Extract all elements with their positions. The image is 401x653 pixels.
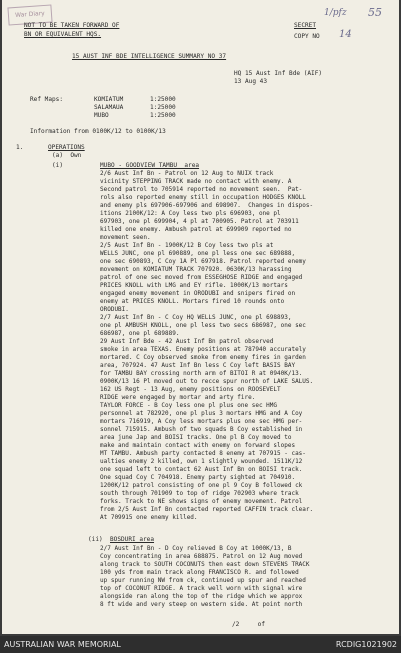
- text-line: At 709915 one enemy killed.: [100, 514, 198, 521]
- archive-footer: [0, 636, 401, 653]
- text-line: forks. Track to NE shows signs of enemy movement. Patrol: [100, 498, 303, 505]
- text-line: movement on KOMIATUM TRACK 707920. 0630K/13 harassing: [100, 266, 292, 273]
- war-diary-stamp: War Diary: [7, 4, 52, 25]
- distribution-warning-2: BN OR EQUIVALENT HQS.: [24, 31, 102, 38]
- section-number: 1.: [16, 144, 24, 151]
- text-line: WELLS JUNC, one pl 690889, one pl less one sec 689888,: [100, 250, 296, 257]
- document-title: 15 AUST INF BDE INTELLIGENCE SUMMARY NO 37: [72, 53, 227, 60]
- map-scale: 1:25000: [150, 96, 176, 103]
- text-line: MT TAMBU. Ambush party contacted 8 enemy at 707915 - cas-: [100, 450, 306, 457]
- text-line: from 2/5 Aust Inf Bn contacted reported CAFFIN track clear.: [100, 506, 314, 513]
- document-page: [2, 0, 399, 634]
- text-line: and enemy pls 697906-697906 and 698907. Changes in dispos-: [100, 202, 314, 209]
- subsection-ii: (ii): [88, 536, 103, 543]
- text-line: engaged enemy movement in ORODUBI and snipers fired on: [100, 290, 296, 297]
- text-line: itions 2100K/12: A Coy less two pls 696903, one pl: [100, 210, 281, 217]
- text-line: 697903, one pl 699904, 4 pl at 700905. Patrol at 703911: [100, 218, 299, 225]
- text-line: area june Jap and BOISI tracks. One pl B Coy moved to: [100, 434, 292, 441]
- archive-name: AUSTRALIAN WAR MEMORIAL: [4, 640, 121, 649]
- text-line: along track to SOUTH COCONUTS then east down STEVENS TRACK: [100, 561, 310, 568]
- text-line: 686987, one pl 689889.: [100, 330, 180, 337]
- text-line: alongside ran along the top of the ridge which we approx: [100, 593, 303, 600]
- subsection-a: (a) Own: [52, 152, 82, 159]
- text-line: 162 US Regt - 13 Aug, enemy positions on ROOSEVELT: [100, 386, 281, 393]
- text-line: 2/7 Aust Inf Bn - C Coy HQ WELLS JUNC, one pl 698893,: [100, 314, 292, 321]
- text-line: mortars 716919, A Coy less mortars plus one sec HMG per-: [100, 418, 303, 425]
- distribution-warning-1: NOT TO BE TAKEN FORWARD OF: [24, 22, 120, 29]
- text-line: PRICES KNOLL with LMG and EY rifle. 1000K/13 mortars: [100, 282, 288, 289]
- text-line: 2/7 Aust Inf Bn - D Coy relieved B Coy at 1000K/13, B: [100, 545, 292, 552]
- secret-label: SECRET: [294, 22, 317, 29]
- text-line: up spur running NW from ck, continued up spur and reached: [100, 577, 306, 584]
- text-line: one sec 690893, C Coy 1A Pl 697918. Patrol reported enemy: [100, 258, 306, 265]
- text-line: personnel at 782920, one pl plus 3 mortars HMG and A Coy: [100, 410, 303, 417]
- map-name: SALAMAUA: [94, 104, 124, 111]
- handwritten-page-number: 55: [368, 6, 382, 19]
- text-line: enemy at PRICES KNOLL. Mortars fired 10 rounds onto: [100, 298, 285, 305]
- copy-no-value: 14: [339, 29, 352, 40]
- text-line: 29 Aust Inf Bde - 42 Aust Inf Bn patrol observed: [100, 338, 274, 345]
- text-line: one squad left to contact 62 Aust Inf Bn on BOISI track.: [100, 466, 303, 473]
- text-line: ualties enemy 2 killed, own 1 slightly wounded. 1511K/12: [100, 458, 303, 465]
- text-line: top of COCONUT RIDGE. A track well worn with signal wire: [100, 585, 303, 592]
- text-line: 8 ft wide and very steep on western side. At point north: [100, 601, 303, 608]
- archive-reference: RCDIG1021902: [335, 640, 397, 649]
- text-line: TAYLOR FORCE - B Coy less one pl plus one sec HMG: [100, 402, 278, 409]
- text-line: for TAMBU BAY crossing north arm of BITOI R at 0940K/13.: [100, 370, 303, 377]
- text-line: area, 707924. 47 Aust Inf Bn less C Coy left BASIS BAY: [100, 362, 296, 369]
- text-line: 2/6 Aust Inf Bn - Patrol on 12 Aug to NUIX track: [100, 170, 274, 177]
- text-line: make and maintain contact with enemy on forward slopes: [100, 442, 296, 449]
- text-line: rols also reported enemy still in occupation HODGES KNOLL: [100, 194, 306, 201]
- text-line: movement seen.: [100, 234, 151, 241]
- area-heading: MUBO - GOODVIEW TAMBU area: [100, 162, 200, 169]
- text-line: mortared. C Coy observed smoke from enemy fires in garden: [100, 354, 306, 361]
- text-line: sonnel 715915. Ambush of two squads B Coy established in: [100, 426, 303, 433]
- text-line: one pl AMBUSH KNOLL, one pl less two secs 686987, one sec: [100, 322, 306, 329]
- text-line: Second patrol to 705914 reported no movement seen. Pat-: [100, 186, 303, 193]
- area-heading: BOSDURI area: [110, 536, 155, 543]
- text-line: smoke in area TEXAS. Enemy positions at 787940 accurately: [100, 346, 306, 353]
- information-period: Information from 0100K/12 to 0100K/13: [30, 128, 166, 135]
- subsection-i: (i): [52, 162, 64, 169]
- ref-maps-label: Ref Maps:: [30, 96, 64, 103]
- text-line: ORODUBI.: [100, 306, 129, 313]
- map-name: MUBO: [94, 112, 109, 119]
- text-line: RIDGE were engaged by mortar and arty fire.: [100, 394, 256, 401]
- section-heading: OPERATIONS: [48, 144, 85, 151]
- hq-line: HQ 15 Aust Inf Bde (AIF): [234, 70, 323, 77]
- text-line: Coy concentrating in area 688875. Patrol on 12 Aug moved: [100, 553, 303, 560]
- text-line: 2/5 Aust Inf Bn - 1900K/12 B Coy less two pls at: [100, 242, 274, 249]
- text-line: 1200K/12 patrol consisting of one pl 9 Coy B followed ck: [100, 482, 303, 489]
- text-line: 100 yds from main track along FRANCISCO R. and followed: [100, 569, 299, 576]
- text-line: patrol of one sec moved from ESSEGHOSE RIDGE and engaged: [100, 274, 303, 281]
- text-line: One squad Coy C 704918. Enemy party sighted at 704910.: [100, 474, 296, 481]
- text-line: killed one enemy. Ambush patrol at 699909 reported no: [100, 226, 292, 233]
- text-line: vicinity STEPPING TRACK made no contact with enemy. A: [100, 178, 292, 185]
- map-scale: 1:25000: [150, 112, 176, 119]
- map-scale: 1:25000: [150, 104, 176, 111]
- date-line: 13 Aug 43: [234, 78, 268, 85]
- handwritten-reference: 1/pfz: [324, 8, 347, 18]
- text-line: 0900K/13 16 Pl moved out to recce spur north of LAKE SALUS.: [100, 378, 314, 385]
- map-name: KOMIATUM: [94, 96, 124, 103]
- copy-no-label: COPY NO: [294, 33, 320, 40]
- text-line: south through 701909 to top of ridge 702903 where track: [100, 490, 299, 497]
- page-continuation: /2 of: [232, 621, 266, 628]
